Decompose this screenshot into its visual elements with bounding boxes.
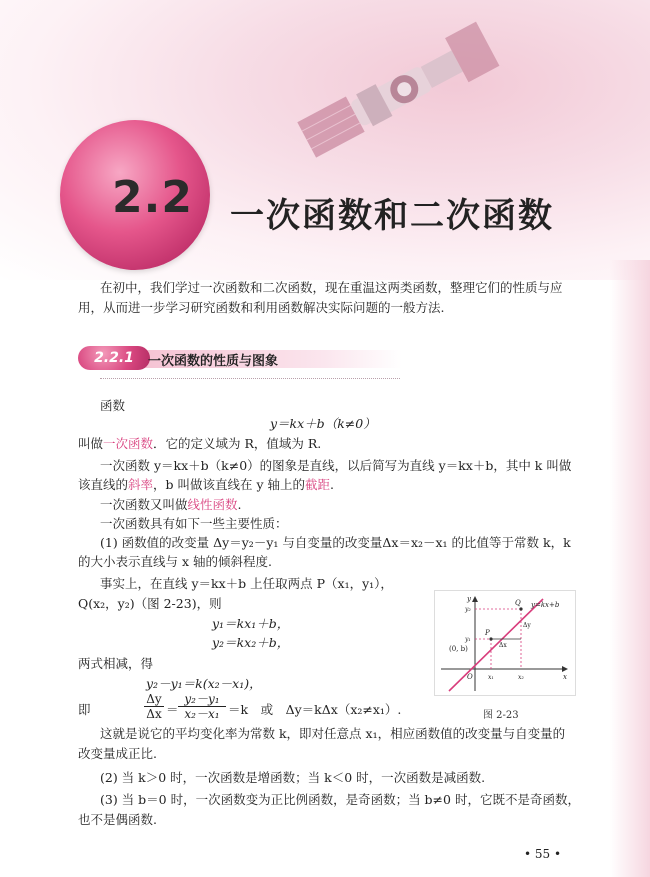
equation-3: y₂－y₁＝k(x₂－x₁)，	[146, 676, 262, 691]
conclusion-line-2: 改变量成正比.	[78, 746, 157, 761]
text: .	[237, 497, 242, 512]
property-3-line-2: 也不是偶函数.	[78, 812, 157, 827]
dotted-divider	[100, 378, 400, 379]
property-1-line-1: (1) 函数值的改变量 Δy＝y₂－y₁ 与自变量的改变量Δx＝x₂－x₁ 的比值等于常数 k，k	[100, 535, 571, 550]
right-decor-strip	[610, 260, 650, 877]
equation-1: y₁＝kx₁＋b，	[212, 616, 290, 631]
text: ．它的定义域为 R，值域为 R.	[153, 436, 322, 451]
line-label: y=kx+b	[531, 601, 560, 609]
term-linear: 线性函数	[187, 497, 238, 512]
dy-label: Δy	[523, 622, 531, 629]
ratio-tail: ＝k 或 Δy＝kΔx（x₂≠x₁）.	[228, 702, 402, 717]
x1-label: x₁	[488, 674, 494, 681]
point-q-label: Q	[515, 599, 521, 607]
x2-label: x₂	[518, 674, 524, 681]
section-number: 2.2	[112, 172, 193, 223]
subsection-number: 2.2.1	[78, 346, 150, 370]
term-slope: 斜率	[128, 477, 154, 492]
conclusion-line-1: 这就是说它的平均变化率为常数 k，即对任意点 x₁，相应函数值的改变量与自变量的	[100, 726, 566, 741]
fraction-delta	[144, 692, 164, 721]
text: 叫做	[78, 436, 104, 451]
y1-label: y₁	[465, 636, 471, 643]
text-function: 函数	[100, 398, 126, 413]
numerator: y₂－y₁	[178, 692, 226, 707]
intro-line-1: 在初中，我们学过一次函数和二次函数，现在重温这两类函数，整理它们的性质与应	[100, 280, 563, 295]
figure-2-23	[434, 590, 576, 696]
graph-line-text: 一次函数 y＝kx＋b（k≠0）的图象是直线，以后简写为直线 y＝kx＋b，其中 k 叫做	[100, 458, 572, 473]
denominator: x₂－x₁	[184, 707, 220, 721]
slope-intercept-line	[78, 475, 334, 494]
equals-sign: ＝	[166, 702, 179, 717]
numerator: Δy	[144, 692, 164, 707]
page-number: • 55 •	[524, 847, 562, 861]
formula-linear: y＝kx＋b（k≠0）	[270, 416, 376, 431]
properties-intro: 一次函数具有如下一些主要性质：	[100, 516, 288, 531]
subsection-title: 一次函数的性质与图象	[148, 354, 279, 369]
text: 一次函数又叫做	[100, 497, 188, 512]
property-3-line-1: (3) 当 b＝0 时，一次函数变为正比例函数，是奇函数；当 b≠0 时，它既不是奇函数，	[100, 792, 580, 807]
linear-function-alias	[100, 495, 242, 514]
proof-line-1: 事实上，在直线 y＝kx＋b 上任取两点 P（x₁，y₁），	[100, 576, 393, 591]
intercept-label: (0, b)	[449, 645, 468, 653]
figure-caption: 图 2-23	[483, 710, 519, 721]
point-p-label: P	[485, 629, 490, 637]
x-axis-label: x	[563, 673, 567, 681]
satellite-image	[285, 18, 505, 168]
origin-label: O	[467, 673, 473, 681]
text: ，b 叫做该直线在 y 轴上的	[153, 477, 306, 492]
intro-line-2: 用，从而进一步学习研究函数和利用函数解决实际问题的一般方法.	[78, 300, 445, 315]
term-linear-function: 一次函数	[103, 436, 154, 451]
section-title: 一次函数和二次函数	[230, 196, 554, 236]
y2-label: y₂	[465, 606, 471, 613]
text: 该直线的	[78, 477, 129, 492]
subtract-text: 两式相减，得	[78, 656, 154, 671]
term-intercept: 截距	[305, 477, 331, 492]
y-axis-label: y	[467, 595, 471, 603]
denominator: Δx	[146, 707, 162, 721]
property-2: (2) 当 k＞0 时，一次函数是增函数；当 k＜0 时，一次函数是减函数.	[100, 770, 486, 785]
equation-2: y₂＝kx₂＋b，	[212, 635, 290, 650]
dx-label: Δx	[499, 642, 507, 649]
definition-line	[78, 434, 321, 453]
linear-graph	[435, 591, 575, 695]
fraction-ratio	[178, 692, 226, 721]
proof-line-2: Q(x₂，y₂)（图 2-23)，则	[78, 596, 222, 611]
text-ji: 即	[78, 702, 91, 717]
text: .	[330, 477, 335, 492]
property-1-line-2: 的大小表示直线与 x 轴的倾斜程度.	[78, 554, 272, 569]
